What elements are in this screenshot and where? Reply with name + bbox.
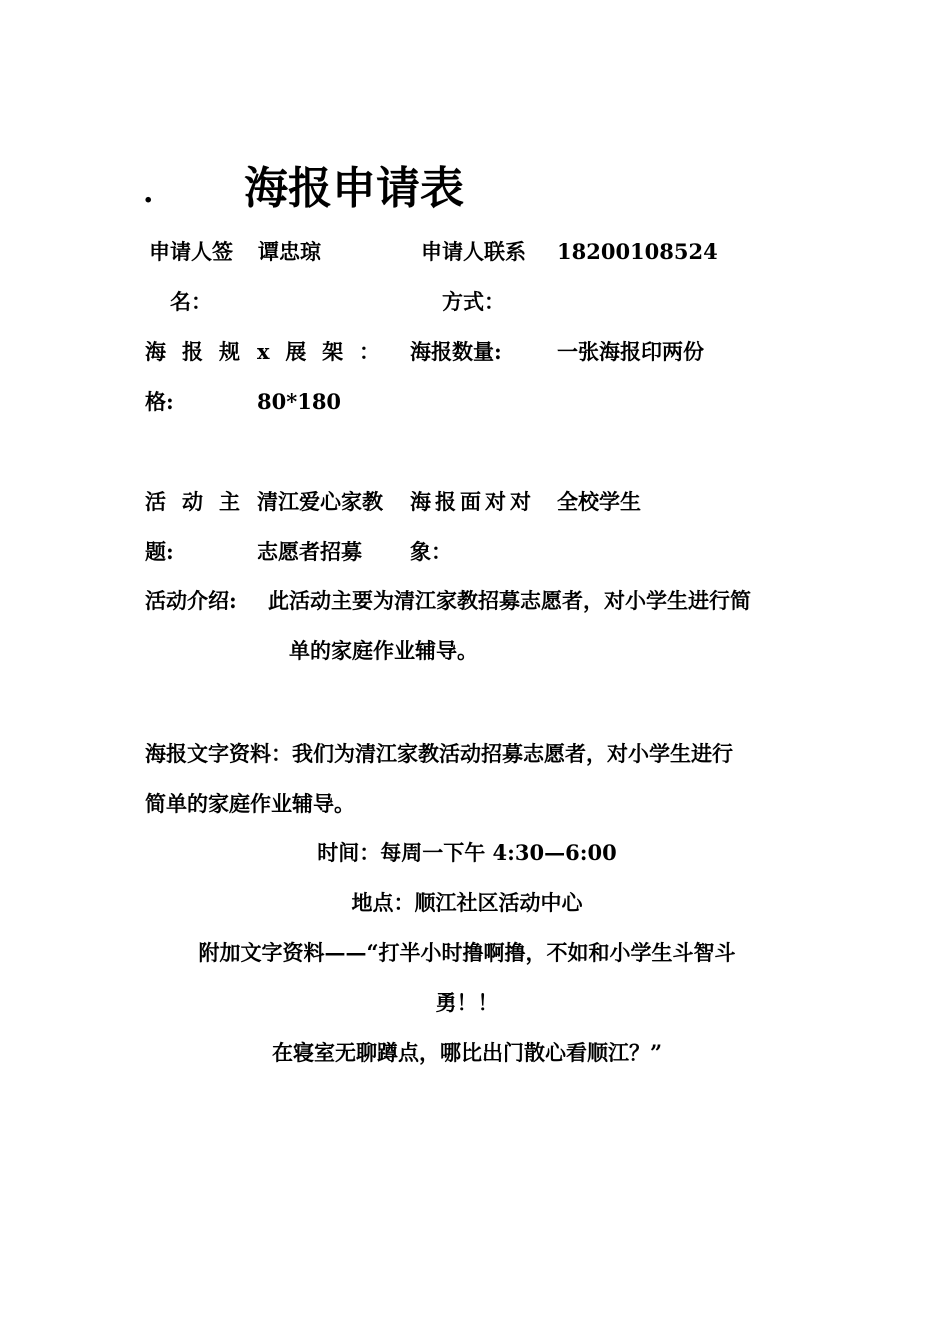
poster-text: 海报文字资料：我们为清江家教活动招募志愿者，对小学生进行	[145, 741, 733, 766]
contact-label-cont: 方式：	[442, 289, 505, 314]
intro-text-cont: 单的家庭作业辅导。	[289, 638, 478, 663]
intro-label: 活动介绍:	[145, 588, 237, 613]
spec-value-char: 架	[322, 339, 344, 364]
extra-text-cont: 勇！！	[435, 990, 499, 1015]
spec-value-char: x	[257, 339, 270, 364]
theme-label	[145, 489, 240, 515]
audience-label-cont: 象：	[410, 539, 452, 564]
theme-value: 清江爱心家教	[257, 489, 383, 514]
spec-value	[257, 339, 380, 365]
theme-value-cont: 志愿者招募	[257, 539, 362, 564]
theme-label-char: 活	[145, 489, 166, 514]
spec-label	[145, 339, 240, 365]
extra-text-last: 在寝室无聊蹲点，哪比出门散心看顺江？”	[271, 1040, 663, 1065]
spec-label-char: 报	[182, 339, 203, 364]
spec-value-char: 展	[285, 339, 307, 364]
extra-text: 附加文字资料——“打半小时撸啊撸，不如和小学生斗智斗	[198, 940, 736, 965]
audience-label: 海报面对对	[410, 489, 535, 514]
audience-value: 全校学生	[557, 489, 641, 514]
spec-value-cont: 80*180	[257, 389, 342, 414]
applicant-name: 谭忠琼	[258, 239, 321, 264]
time-line: 时间：每周一下午 4:30—6:00	[317, 840, 617, 865]
contact-label: 申请人联系	[421, 239, 526, 264]
theme-label-cont: 题:	[145, 539, 174, 564]
applicant-sign-label: 申请人签	[149, 239, 233, 264]
quantity-label: 海报数量:	[410, 339, 502, 364]
theme-label-char: 主	[219, 489, 240, 514]
place-line: 地点：顺江社区活动中心	[351, 890, 583, 915]
spec-label-cont: 格:	[145, 389, 174, 414]
contact-value: 18200108524	[557, 239, 718, 264]
intro-text: 此活动主要为清江家教招募志愿者，对小学生进行简	[268, 588, 751, 613]
spec-value-char: ：	[358, 339, 380, 364]
page-title: 海报申请表	[244, 163, 464, 214]
poster-text-cont: 简单的家庭作业辅导。	[145, 791, 355, 816]
spec-label-char: 海	[145, 339, 166, 364]
theme-label-char: 动	[182, 489, 203, 514]
bullet-mark: .	[143, 175, 154, 210]
applicant-sign-label-cont: 名：	[170, 289, 212, 314]
spec-label-char: 规	[219, 339, 240, 364]
quantity-value: 一张海报印两份	[557, 339, 704, 364]
